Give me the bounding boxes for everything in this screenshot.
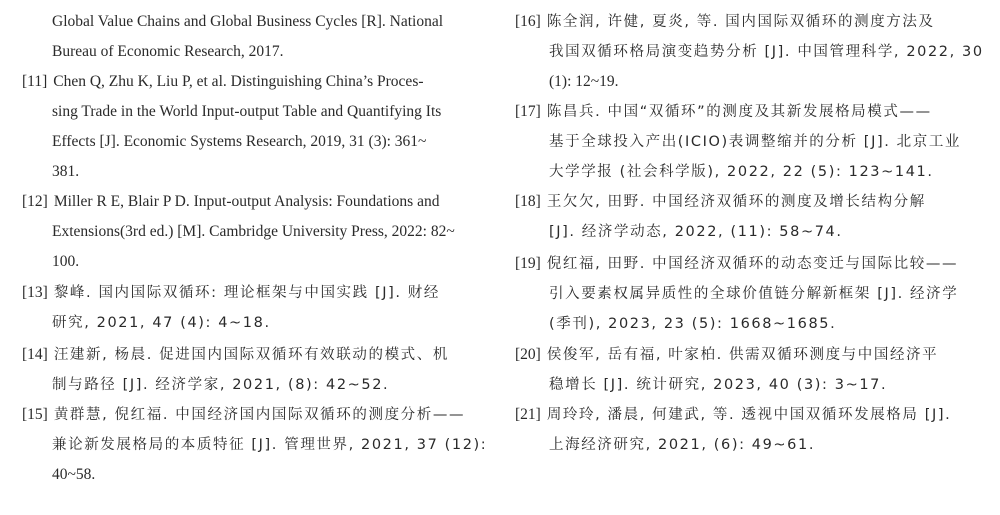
ref-line: sing Trade in the World Input-output Table and Quantifying Its <box>52 103 442 120</box>
reference-number: [19] <box>515 255 541 272</box>
reference-number: [21] <box>515 406 541 423</box>
ref-line: 100. <box>52 253 80 270</box>
ref-line <box>515 102 932 122</box>
ref-line: 大学学报 (社会科学版), 2022, 22 (5): 123~141. <box>549 164 934 180</box>
ref-line <box>22 283 440 303</box>
ref-line <box>515 12 935 32</box>
ref-text: Chen Q, Zhu K, Liu P, et al. Distinguishing China’s Proces- <box>53 73 424 90</box>
reference-number: [17] <box>515 103 541 120</box>
ref-text: 侯俊军, 岳有福, 叶家柏. 供需双循环测度与中国经济平 <box>546 347 939 363</box>
ref-line: 381. <box>52 163 80 180</box>
ref-text: 黄群慧, 倪红福. 中国经济国内国际双循环的测度分析—— <box>53 407 466 423</box>
ref-line: 上海经济研究, 2021, (6): 49~61. <box>549 437 816 453</box>
reference-number: [18] <box>515 193 541 210</box>
ref-line: (季刊), 2023, 23 (5): 1668~1685. <box>549 316 837 332</box>
reference-number: [14] <box>22 346 48 363</box>
reference-number: [20] <box>515 346 541 363</box>
ref-line <box>22 345 449 365</box>
ref-line <box>515 405 951 425</box>
reference-number: [13] <box>22 284 48 301</box>
ref-text: 汪建新, 杨晨. 促进国内国际双循环有效联动的模式、机 <box>53 347 449 363</box>
ref-line <box>515 345 938 365</box>
ref-text: 周玲玲, 潘晨, 何建武, 等. 透视中国双循环发展格局 [J]. <box>546 407 952 423</box>
ref-line: 40~58. <box>52 466 96 483</box>
ref-text: Miller R E, Blair P D. Input-output Analysis: Foundations and <box>53 193 440 210</box>
reference-number: [12] <box>22 193 48 210</box>
ref-line <box>22 72 424 92</box>
ref-line <box>515 254 958 274</box>
ref-text: 王欠欠, 田野. 中国经济双循环的测度及增长结构分解 <box>546 194 926 210</box>
ref-line: 兼论新发展格局的本质特征 [J]. 管理世界, 2021, 37 (12): <box>52 437 488 453</box>
ref-line: 引入要素权属异质性的全球价值链分解新框架 [J]. 经济学 <box>549 286 959 302</box>
ref-text: 陈昌兵. 中国“双循环”的测度及其新发展格局模式—— <box>546 104 932 120</box>
ref-line <box>515 192 926 212</box>
ref-line: Extensions(3rd ed.) [M]. Cambridge University Press, 2022: 82~ <box>52 223 455 240</box>
ref-line <box>22 192 439 212</box>
ref-line: 制与路径 [J]. 经济学家, 2021, (8): 42~52. <box>52 377 390 393</box>
reference-number: [11] <box>22 73 48 90</box>
reference-number: [15] <box>22 406 48 423</box>
ref-line: 研究, 2021, 47 (4): 4~18. <box>52 315 271 331</box>
ref-line: 我国双循环格局演变趋势分析 [J]. 中国管理科学, 2022, 30 <box>549 44 984 60</box>
ref-text: 黎峰. 国内国际双循环: 理论框架与中国实践 [J]. 财经 <box>53 285 440 301</box>
ref-line: 基于全球投入产出(ICIO)表调整缩并的分析 [J]. 北京工业 <box>549 134 962 150</box>
ref-text: 倪红福, 田野. 中国经济双循环的动态变迁与国际比较—— <box>546 256 959 272</box>
ref-text: 陈全润, 许健, 夏炎, 等. 国内国际双循环的测度方法及 <box>546 14 935 30</box>
reference-number: [16] <box>515 13 541 30</box>
ref-line: 稳增长 [J]. 统计研究, 2023, 40 (3): 3~17. <box>549 377 888 393</box>
ref-line: Effects [J]. Economic Systems Research, 2019, 31 (3): 361~ <box>52 133 427 150</box>
ref-line: [J]. 经济学动态, 2022, (11): 58~74. <box>549 224 843 240</box>
ref-line: Bureau of Economic Research, 2017. <box>52 43 284 60</box>
ref-line <box>22 405 465 425</box>
ref-line: Global Value Chains and Global Business Cycles [R]. National <box>52 13 444 30</box>
ref-line: (1): 12~19. <box>549 73 619 90</box>
